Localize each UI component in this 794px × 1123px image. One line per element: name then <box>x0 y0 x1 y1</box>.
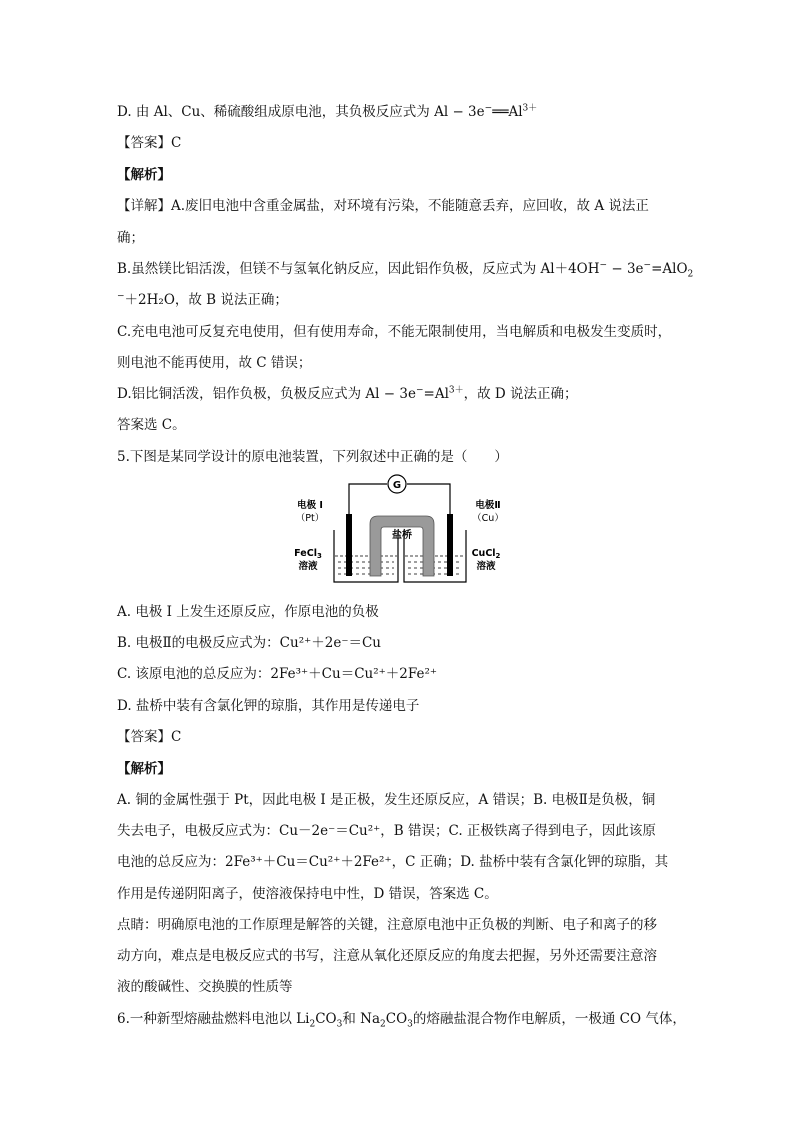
right-solution-label: CuCl$_2$ <box>471 548 501 560</box>
wire <box>349 484 387 514</box>
text-segment: 的熔融盐混合物作电解质，一极通 CO 气体， <box>412 1011 686 1027</box>
detail-line-1: 【详解】A.废旧电池中含重金属盐，对环境有污染，不能随意丢弃，应回收，故 A 说法正 <box>117 198 649 214</box>
analysis-2-line-3: 电池的总反应为：2Fe³⁺＋Cu＝Cu²⁺＋2Fe²⁺，C 正确；D. 盐桥中装有含氯化钾的琼脂，其 <box>117 854 669 870</box>
note-line-1: 点睛：明确原电池的工作原理是解答的关键，注意原电池中正负极的判断、电子和离子的移 <box>117 917 657 933</box>
text-segment: 和 Na <box>342 1011 380 1027</box>
text-segment: CO <box>385 1011 408 1027</box>
electrode-2-rod <box>447 514 453 576</box>
superscript: 3＋ <box>522 103 538 114</box>
left-solution <box>335 556 397 581</box>
galvanic-cell-diagram <box>286 470 508 590</box>
option-a: A. 电极 I 上发生还原反应，作原电池的负极 <box>117 604 379 620</box>
option-d-prev-text: D. 由 Al、Cu、稀硫酸组成原电池，其负极反应式为 Al − 3e <box>117 104 485 120</box>
electrode-2-material: （Cu） <box>472 513 504 524</box>
subscript: 2 <box>380 1019 386 1030</box>
detail-d-line <box>117 385 578 403</box>
option-d: D. 盐桥中装有含氯化钾的琼脂，其作用是传递电子 <box>117 698 420 714</box>
analysis-2-line-2: 失去电子，电极反应式为：Cu－2e⁻＝Cu²⁺，B 错误；C. 正极铁离子得到电子，因此该原 <box>117 823 656 839</box>
answer-label-1: 【答案】C <box>117 135 182 151</box>
option-d-prev-tail: ══Al <box>492 104 523 120</box>
answer-label-2: 【答案】C <box>117 729 182 745</box>
text-segment: ，故 D 说法正确； <box>463 386 578 402</box>
text-segment: CO <box>315 1011 337 1027</box>
subscript: 3 <box>407 1019 413 1030</box>
analysis-2-line-1: A. 铜的金属性强于 Pt，因此电极 I 是正极，发生还原反应，A 错误；B. 电极Ⅱ是负极，铜 <box>117 792 656 808</box>
left-solution-label-2: 溶液 <box>298 561 318 572</box>
detail-b-line-1 <box>117 260 693 278</box>
detail-c-line-2: 则电池不能再使用，故 C 错误； <box>117 355 312 371</box>
text-segment: D.铝比铜活泼，铝作负极，负极反应式为 Al − 3e <box>117 386 416 402</box>
question-5: 5.下图是某同学设计的原电池装置，下列叙述中正确的是（ ） <box>117 449 508 465</box>
superscript: − <box>484 103 493 114</box>
superscript: − <box>599 260 608 271</box>
detail-line-2: 确； <box>117 230 144 246</box>
wire <box>407 484 450 514</box>
subscript: 3 <box>336 1019 343 1030</box>
text-segment: − 3e <box>607 261 644 277</box>
right-solution-label-2: 溶液 <box>476 561 496 572</box>
option-b: B. 电极Ⅱ的电极反应式为：Cu²⁺＋2e⁻＝Cu <box>117 635 381 651</box>
text-segment: =AlO <box>651 261 688 277</box>
superscript: − <box>415 385 424 396</box>
text-segment: ＋2H₂O，故 B 说法正确； <box>124 292 288 308</box>
galvanometer-label: G <box>392 480 402 491</box>
superscript: − <box>117 291 125 302</box>
electrode-2-label: 电极Ⅱ <box>475 500 501 511</box>
salt-bridge-label: 盐桥 <box>392 530 412 541</box>
electrode-1-rod <box>346 514 352 576</box>
superscript: 3＋ <box>448 385 464 396</box>
option-c: C. 该原电池的总反应为：2Fe³⁺＋Cu＝Cu²⁺＋2Fe²⁺ <box>117 666 438 682</box>
note-line-2: 动方向，难点是电极反应式的书写，注意从氧化还原反应的角度去把握，另外还需要注意溶 <box>117 948 657 964</box>
text-segment: =Al <box>423 386 449 402</box>
answer-choice-1: 答案选 C。 <box>117 417 186 433</box>
subscript: 2 <box>687 269 694 280</box>
salt-bridge <box>370 516 434 576</box>
analysis-label-1: 【解析】 <box>117 167 171 183</box>
text-segment: B.虽然镁比铝活泼，但镁不与氢氧化钠反应，因此铝作负极，反应式为 Al＋4OH <box>117 261 600 277</box>
text-segment: 6.一种新型熔融盐燃料电池以 Li <box>117 1011 310 1027</box>
left-solution-label: FeCl$_3$ <box>294 548 322 560</box>
analysis-label-2: 【解析】 <box>117 761 171 777</box>
note-line-3: 液的酸碱性、交换膜的性质等 <box>117 979 293 995</box>
subscript: 2 <box>309 1019 316 1030</box>
question-6 <box>117 1010 686 1028</box>
electrode-1-material: （Pt） <box>295 513 325 524</box>
option-d-prev <box>117 103 537 121</box>
electrode-1-label: 电极 I <box>297 500 323 511</box>
detail-b-line-2 <box>117 291 288 309</box>
analysis-2-line-4: 作用是传递阴阳离子，使溶液保持电中性，D 错误，答案选 C。 <box>117 886 498 902</box>
superscript: − <box>643 260 652 271</box>
detail-c-line-1: C.充电电池可反复充电使用，但有使用寿命，不能无限制使用，当电解质和电极发生变质时， <box>117 324 672 340</box>
